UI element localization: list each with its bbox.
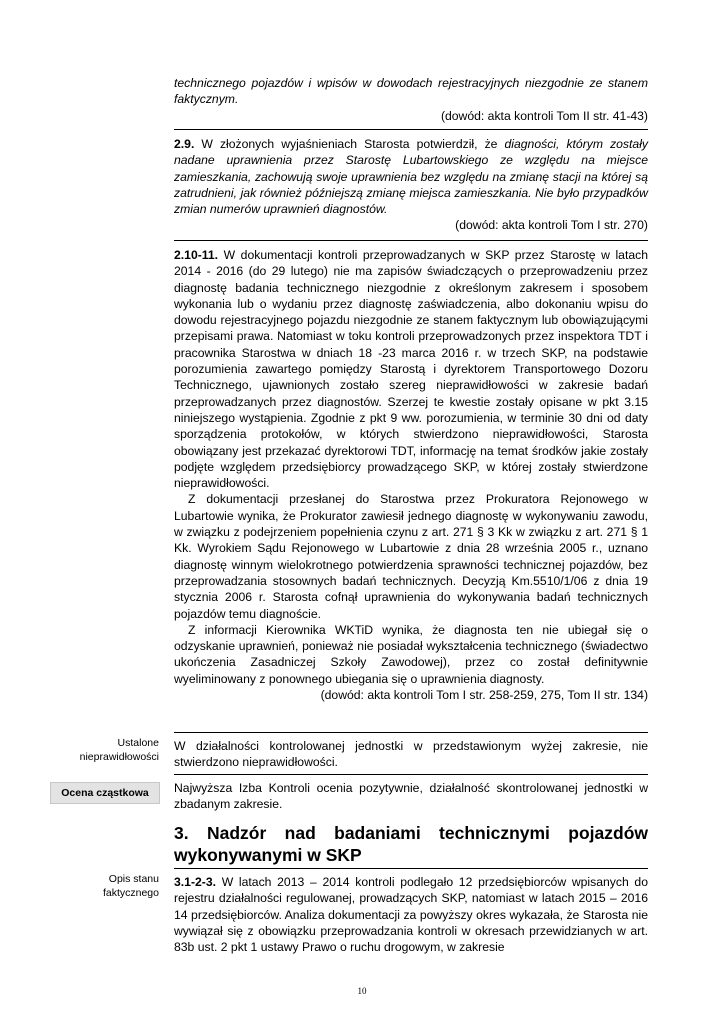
partial-assessment-badge: Ocena cząstkowa <box>50 782 160 804</box>
heading-line-1 <box>174 822 648 844</box>
paragraph-block-assessment <box>174 780 648 813</box>
paragraph-block-2-10-11 <box>174 247 648 703</box>
paragraph-block-2-9 <box>174 136 648 234</box>
evidence-reference: (dowód: akta kontroli Tom I str. 270) <box>455 218 648 233</box>
margin-label-facts: Opis stanu faktycznego <box>102 873 159 899</box>
paragraph-text: technicznego pojazdów i wpisów w dowodach rejestracyjnych niezgodnie ze stanem faktycznym. <box>174 76 648 107</box>
paragraph-text: W dokumentacji kontroli przeprowadzanych w SKP przez Starostę w latach 2014 - 2016 (do 29 lutego) nie ma zapisów świadczących o przeprowadzeniu przez diagnostę badania technicznego niezgodnie z określonym zakresem i sposobem wykonania lub o wydaniu przez diagnostę zaświadczenia, albo dokonaniu wpisu do dowodu rejestracyjnego pojazdu niezgodnie ze stanem faktycznym lub obowiązującymi przepisami prawa. Natomiast w toku kontroli przeprowadzonych przez inspektora TDT i pracownika Starostwa w dniach 18 -23 marca 2016 r. w trzech SKP, na podstawie porozumienia zawartego pomiędzy Starostą i dyrektorem Transportowego Dozoru Technicznego, ujawnionych zostało szereg nieprawidłowości w zakresie badań przeprowadzanych przez diagnostów. Szerzej te kwestie zostały opisane w pkt 3.15 niniejszego wystąpienia. Zgodnie z pkt 9 ww. porozumienia, w terminie 30 dni od daty sporządzenia protokołów, w których stwierdzono nieprawidłowości, Starosta obowiązany jest przekazać dyrektorowi TDT, informację na temat środków jakie zostały podjęte względem przedsiębiorcy prowadzącego SKP, w której zostały stwierdzone nieprawidłowości. <box>174 248 648 491</box>
margin-label-irregularities: Ustalone nieprawidłowości <box>79 737 159 763</box>
heading-word: technicznymi <box>439 823 550 843</box>
paragraph-text: W działalności kontrolowanej jednostki w przedstawionym wyżej zakresie, nie stwierdzono nieprawidłowości. <box>174 739 648 770</box>
paragraph-block-3-1-2-3 <box>174 874 648 955</box>
paragraph-block-1 <box>174 75 648 124</box>
divider <box>174 240 648 241</box>
section-number: 2.9. <box>174 137 195 151</box>
page-number: 10 <box>357 986 367 996</box>
divider <box>174 129 648 130</box>
paragraph-text: Z dokumentacji przesłanej do Starostwa przez Prokuratora Rejonowego w Lubartowie wynika, że Prokurator zawiesił jednego diagnostę w wykonywaniu zawodu, w związku z podejrzeniem popełnienia czynu z art. 271 § 3 Kk w związku z art. 271 § 1 Kk. Wyrokiem Sądu Rejonowego w Lubartowie z dnia 28 września 2005 r., uznano diagnostę winnym wielokrotnego potwierdzenia sprawności technicznej pojazdów, bez przeprowadzania stosownych badań technicznych. Decyzją Km.5510/1/06 z dnia 19 stycznia 2006 r. Starosta cofnął uprawnienia do wykonywania badań technicznych pojazdów temu diagnoście. <box>174 492 648 621</box>
paragraph-text: W złożonych wyjaśnieniach Starosta potwierdził, że <box>194 137 505 151</box>
divider <box>174 868 648 869</box>
section-number: 2.10-11. <box>174 248 219 262</box>
section-number: 3.1-2-3. <box>174 875 217 889</box>
heading-word: Nadzór <box>206 823 267 843</box>
heading-word: nad <box>284 823 316 843</box>
quoted-explanation: diagności, którym zostały nadane uprawnienia przez Starostę Lubartowskiego ze względu na miejsce zamieszkania, zachowują swoje uprawnienia bez względu na zmianę stacji na której są zatrudnieni, jak również późniejszą zmianę miejsca zamieszkania. Nie było przypadków zmian numerów uprawnień diagnostów. <box>174 137 648 217</box>
paragraph-block-findings <box>174 738 648 771</box>
evidence-reference: (dowód: akta kontroli Tom I str. 258-259, 275, Tom II str. 134) <box>320 688 648 703</box>
paragraph-text: Najwyższa Izba Kontroli ocenia pozytywnie, działalność skontrolowanej jednostki w zbadanym zakresie. <box>174 781 648 812</box>
heading-word: badaniami <box>334 823 421 843</box>
paragraph-text: Z informacji Kierownika WKTiD wynika, że diagnosta ten nie ubiegał się o odzyskanie uprawnień, ponieważ nie posiadał wykształcenia technicznego (świadectwo ukończenia Zasadniczej Szkoły Zawodowej), przez co został definitywnie wyeliminowany z ponownego ubiegania się o uprawnienia diagnosty. <box>174 622 648 686</box>
evidence-reference: (dowód: akta kontroli Tom II str. 41-43) <box>440 108 648 123</box>
divider <box>174 774 648 775</box>
divider <box>174 732 648 733</box>
heading-line-2: wykonywanymi w SKP <box>174 845 362 865</box>
paragraph-text: W latach 2013 – 2014 kontroli podlegało 12 przedsiębiorców wpisanych do rejestru działalności regulowanej, prowadzących SKP, natomiast w latach 2015 – 2016 14 przedsiębiorców. Analiza dokumentacji za powyższy okres wykazała, że Starosta nie wywiązał się z obowiązku przeprowadzania kontroli w okresach przewidzianych w art. 83b ust. 2 pkt 1 ustawy Prawo o ruchu drogowym, w zakresie <box>174 875 648 955</box>
heading-word: 3. <box>174 823 189 843</box>
heading-word: pojazdów <box>568 823 648 843</box>
section-heading <box>174 822 648 866</box>
